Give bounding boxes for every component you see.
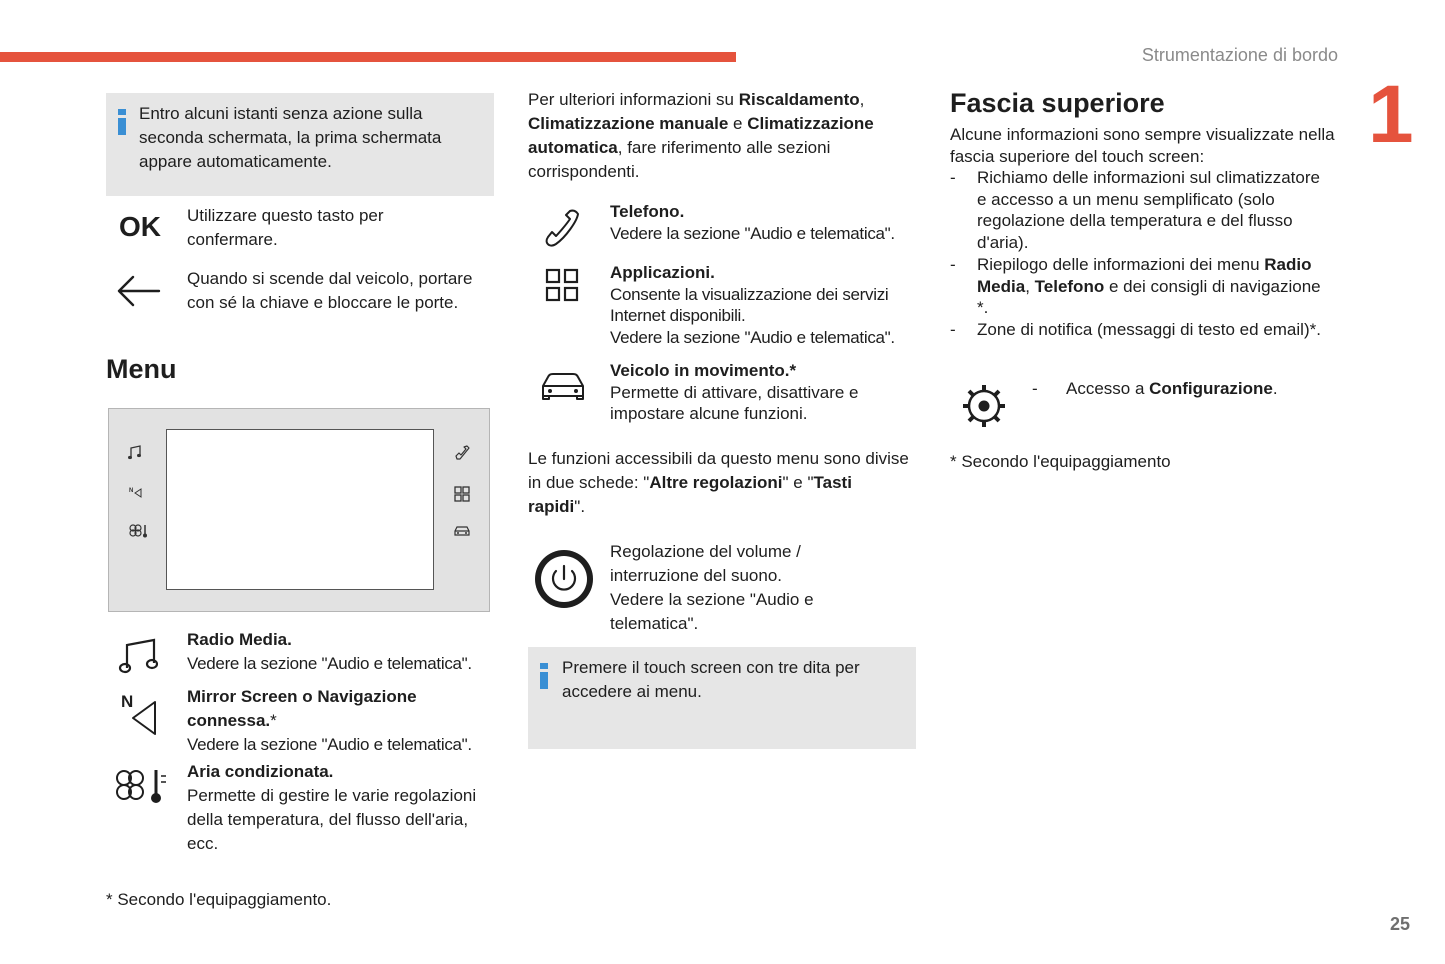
touchscreen-diagram: [108, 408, 490, 612]
fascia-list-item-3: - Zone di notifica (messaggi di testo ed email)*.: [950, 319, 1330, 341]
applicazioni-text-1: Consente la visualizzazione dei servizi Internet disponibili.: [610, 284, 889, 326]
music-note-icon: [127, 445, 143, 461]
chapter-number: 1: [1368, 69, 1414, 160]
back-text: Quando si scende dal veicolo, portare con sé la chiave e bloccare le porte.: [187, 269, 473, 312]
mirror-screen-asterisk: *: [270, 711, 277, 730]
tabs-paragraph: Le funzioni accessibili da questo menu sono divise in due schede: "Altre regolazioni" e "Tasti rapidi".: [528, 449, 909, 516]
aria-condizionata-item: [187, 760, 487, 856]
aria-condizionata-title: Aria condizionata.: [187, 762, 334, 781]
air-conditioning-icon: [114, 766, 170, 806]
footnote: * Secondo l'equipaggiamento.: [106, 890, 332, 909]
phone-icon: [544, 209, 580, 247]
car-icon: [453, 524, 471, 538]
info-note-text: Entro alcuni istanti senza azione sulla seconda schermata, la prima schermata appare automaticamente.: [139, 104, 442, 171]
info-note-box: [106, 93, 494, 196]
info-icon: [540, 663, 548, 689]
car-icon: [540, 372, 586, 402]
fascia-title: Fascia superiore: [950, 88, 1165, 118]
ok-text: Utilizzare questo tasto per confermare.: [187, 206, 384, 249]
applicazioni-text-2: Vedere la sezione "Audio e telematica".: [610, 328, 895, 348]
volume-text: [610, 540, 850, 636]
svg-text:N: N: [121, 692, 134, 711]
fascia-intro: Alcune informazioni sono sempre visualizzate nella fascia superiore del touch screen:: [950, 125, 1335, 166]
svg-text:N: N: [129, 488, 134, 494]
volume-line-1: Regolazione del volume / interruzione del suono.: [610, 542, 801, 585]
mirror-screen-item: [187, 685, 497, 757]
volume-line-2: Vedere la sezione "Audio e telematica".: [610, 590, 814, 633]
veicolo-text: Permette di attivare, disattivare e impostare alcune funzioni.: [610, 382, 859, 424]
configurazione-dash: -: [1032, 379, 1038, 398]
footnote-col3: * Secondo l'equipaggiamento: [950, 452, 1171, 471]
mirror-screen-text: Vedere la sezione "Audio e telematica".: [187, 735, 472, 754]
veicolo-title: Veicolo in movimento.*: [610, 361, 797, 380]
header-accent-bar: [0, 52, 736, 62]
navigation-icon: [129, 485, 143, 499]
air-conditioning-icon: [128, 523, 150, 539]
applicazioni-title: Applicazioni.: [610, 263, 715, 282]
fascia-list-item-1: - Richiamo delle informazioni sul climatizzatore e accesso a un menu semplificato (solo regolazione della temperatura e del flusso d'aria).: [950, 167, 1330, 254]
mirror-screen-title: Mirror Screen o Navigazione connessa.: [187, 687, 417, 730]
page-number: 25: [1389, 914, 1410, 934]
apps-grid-icon: [454, 486, 470, 502]
radio-media-title: Radio Media.: [187, 630, 292, 649]
telefono-title: Telefono.: [610, 202, 685, 221]
radio-media-item: [187, 628, 497, 676]
configurazione-text: Accesso a Configurazione.: [1066, 379, 1278, 398]
touchscreen-display: [166, 429, 434, 590]
veicolo-item: [610, 360, 915, 425]
info-note-text-2: Premere il touch screen con tre dita per accedere ai menu.: [562, 658, 860, 701]
settings-gear-icon: [961, 383, 1007, 429]
menu-title: Menu: [106, 354, 177, 384]
back-arrow-icon: [117, 274, 161, 308]
navigation-icon: [121, 690, 161, 736]
info-note-box-2: [528, 647, 916, 749]
section-title: Strumentazione di bordo: [1141, 45, 1338, 65]
ok-icon: OK: [119, 211, 161, 242]
apps-grid-icon: [545, 268, 579, 302]
telefono-item: [610, 201, 915, 244]
info-icon: [118, 109, 126, 135]
fascia-list-item-2: - Riepilogo delle informazioni dei menu Radio Media, Telefono e dei consigli di navigazione *.: [950, 254, 1330, 319]
applicazioni-item: [610, 262, 915, 349]
fascia-list: [950, 167, 1330, 341]
phone-icon: [454, 445, 470, 461]
music-note-icon: [118, 637, 158, 675]
power-button-icon: [533, 548, 595, 610]
intro-paragraph: Per ulteriori informazioni su Riscaldamento, Climatizzazione manuale e Climatizzazione automatica, fare riferimento alle sezioni corrispondenti.: [528, 90, 874, 181]
radio-media-text: Vedere la sezione "Audio e telematica".: [187, 654, 472, 673]
aria-condizionata-text: Permette di gestire le varie regolazioni della temperatura, del flusso dell'aria, ecc.: [187, 786, 477, 853]
telefono-text: Vedere la sezione "Audio e telematica".: [610, 223, 895, 243]
